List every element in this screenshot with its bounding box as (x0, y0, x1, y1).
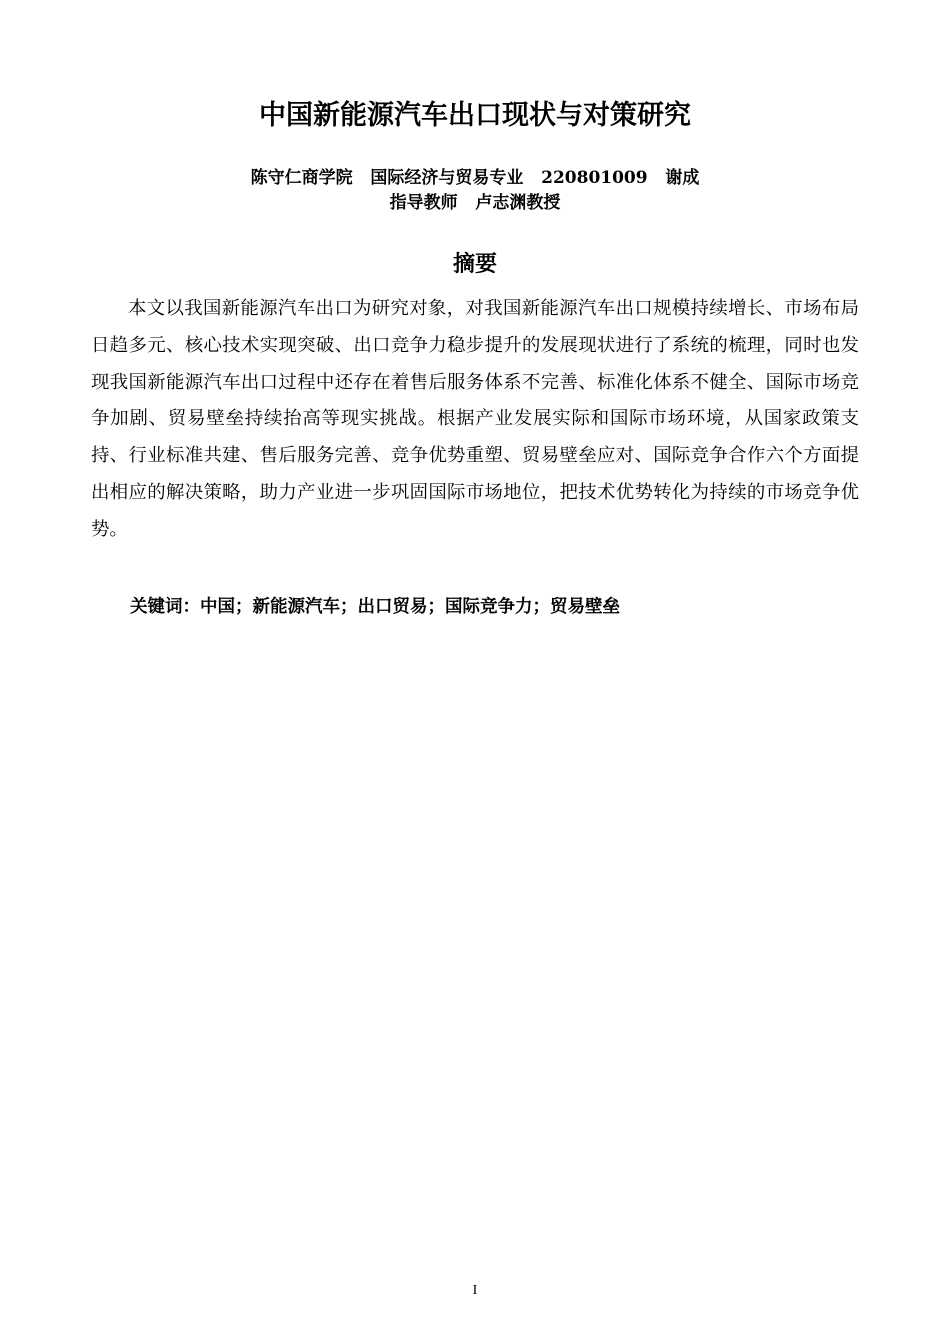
paper-title: 中国新能源汽车出口现状与对策研究 (259, 100, 691, 131)
abstract-paragraph: 本文以我国新能源汽车出口为研究对象，对我国新能源汽车出口规模持续增长、市场布局日趋多元、核心技术实现突破、出口竞争力稳步提升的发展现状进行了系统的梳理，同时也发现我国新能源汽车出口过程中还存在着售后服务体系不完善、标准化体系不健全、国际市场竞争加剧、贸易壁垒持续抬高等现实挑战。根据产业发展实际和国际市场环境，从国家政策支持、行业标准共建、售后服务完善、竞争优势重塑、贸易壁垒应对、国际竞争合作六个方面提出相应的解决策略，助力产业进一步巩固国际市场地位，把技术优势转化为持续的市场竞争优势。 (91, 298, 859, 540)
advisor-info: 指导教师 卢志渊教授 (389, 193, 561, 213)
page-number: I (472, 1283, 478, 1298)
abstract-heading: 摘要 (452, 252, 497, 277)
keywords-line: 关键词：中国；新能源汽车；出口贸易；国际竞争力；贸易壁垒 (130, 597, 620, 617)
author-info: 陈守仁商学院 国际经济与贸易专业 220801009 谢成 (250, 168, 700, 188)
